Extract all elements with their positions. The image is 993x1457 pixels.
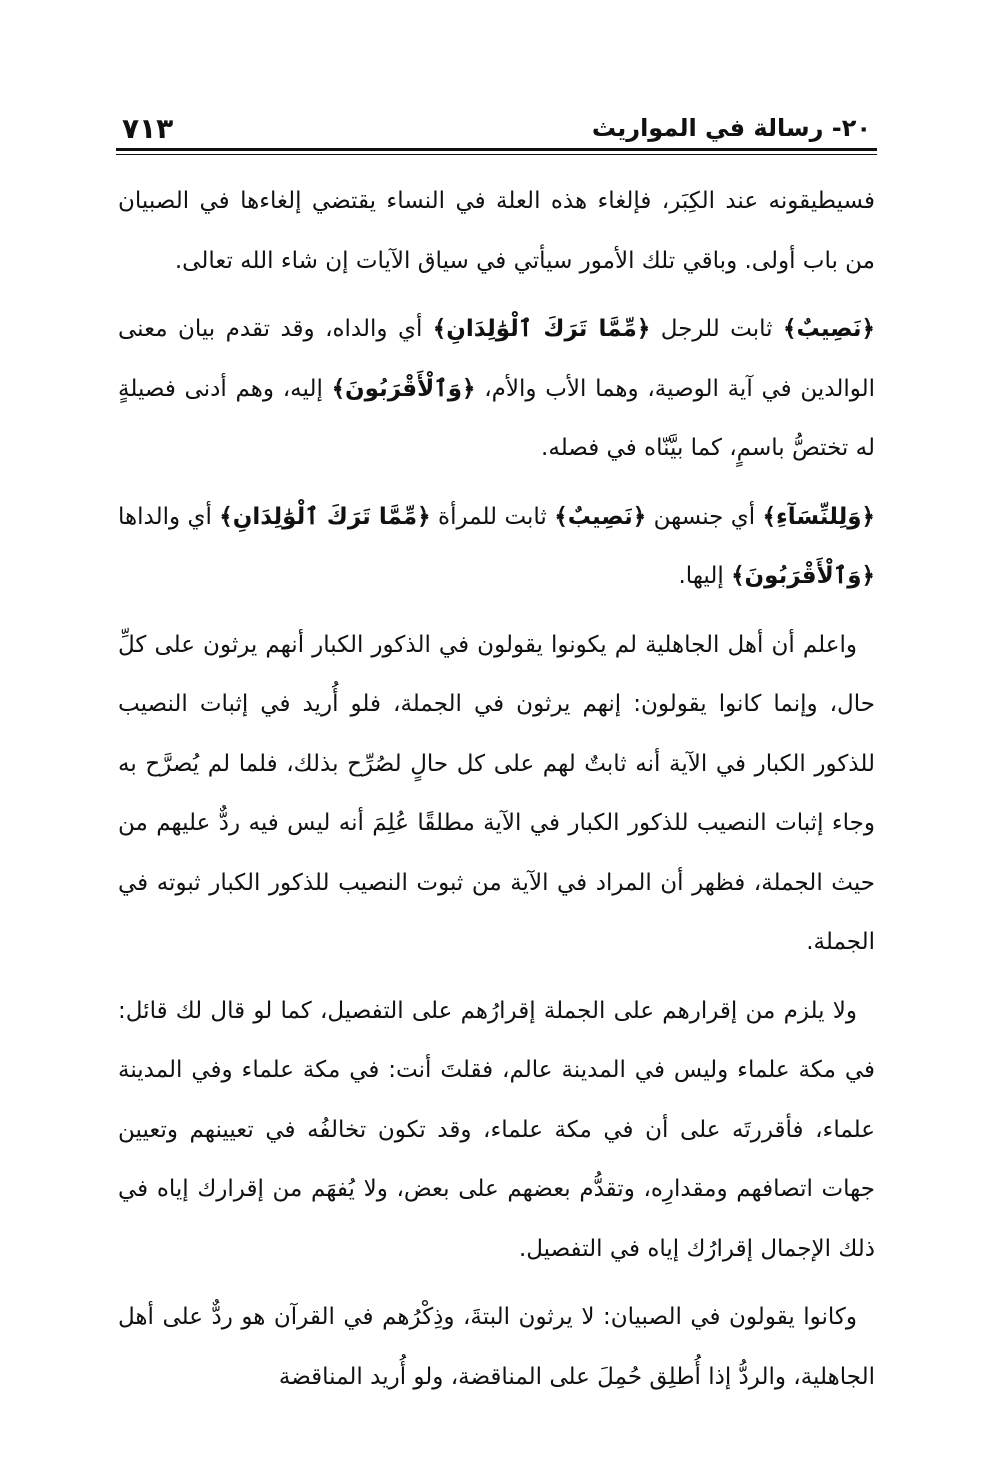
paragraph (118, 1288, 875, 1407)
text-segment: واعلم أن أهل الجاهلية لم يكونوا يقولون في الذكور الكبار أنهم يرثون على كلِّ حال، وإنما كانوا يقولون: إنهم يرثون في الجملة، فلو أُريد في إثبات النصيب للذكور الكبار في الآية أنه ثابتٌ لهم على كل حالٍ لصُرِّح بذلك، فلما لم يُصرَّح به وجاء إثبات النصيب للذكور الكبار في الآية مطلقًا عُلِمَ أنه ليس فيه ردٌّ عليهم من حيث الجملة، فظهر أن المراد في الآية من ثبوت النصيب للذكور الكبار ثبوته في الجملة. (118, 631, 875, 955)
text-segment: ثابت للرجل (650, 316, 784, 342)
text-segment: وكانوا يقولون في الصبيان: لا يرثون البتةَ، وذِكْرُهم في القرآن هو ردٌّ على أهل الجاهلية، والردُّ إذا أُطلِق حُمِلَ على المناقضة، ولو أُريد المناقضة (118, 1304, 875, 1390)
quran-quote: ﴿وَٱلْأَقْرَبُونَ﴾ (731, 563, 875, 589)
header-title: ٢٠- رسالة في المواريث (591, 114, 871, 142)
page-number: ٧١٣ (122, 112, 174, 145)
paragraph (118, 982, 875, 1280)
text-segment: أي جنسهن (646, 503, 763, 530)
body-text (118, 172, 875, 1416)
header-rule-thick (116, 148, 877, 151)
header-rule-thin (116, 154, 877, 155)
quran-quote: ﴿وَلِلنِّسَآءِ﴾ (762, 503, 875, 530)
text-segment: ولا يلزم من إقرارهم على الجملة إقرارُهم على التفصيل، كما لو قال لك قائل: في مكة علماء وليس في المدينة عالم، فقلتَ أنت: في مكة علماء وفي المدينة علماء، فأقررتَه على أن في مكة علماء، وقد تكون تخالفُه في تعيينهم وتعيين جهات اتصافهم ومقدارِه، وتقدُّم بعضهم على بعض، ولا يُفهَم من إقرارك إياه في ذلك الإجمال إقرارُك إياه في التفصيل. (118, 997, 875, 1262)
paragraph (118, 616, 875, 973)
quran-quote: ﴿نَصِيبٌ﴾ (554, 503, 647, 530)
running-header (122, 112, 871, 152)
quran-quote: ﴿مِّمَّا تَرَكَ ٱلْوَٰلِدَانِ﴾ (432, 316, 651, 342)
quran-quote: ﴿نَصِيبٌ﴾ (783, 316, 876, 342)
paragraph (118, 300, 875, 479)
quran-quote: ﴿وَٱلْأَقْرَبُونَ﴾ (331, 375, 476, 402)
text-segment: ثابت للمرأة (430, 503, 555, 530)
text-segment: إليه، وهم أدنى فصيلةٍ له تختصُّ باسمٍ، كما بيَّنّاه في فصله. (118, 375, 875, 461)
quran-quote: ﴿مِّمَّا تَرَكَ ٱلْوَٰلِدَانِ﴾ (219, 503, 431, 530)
text-segment: أي والداها (118, 503, 220, 530)
paragraph (118, 172, 875, 291)
text-segment: إليها. (678, 563, 732, 589)
text-segment: أي والداه، وقد تقدم بيان معنى الوالدين في آية الوصية، وهما الأب والأم، (118, 316, 876, 402)
text-segment: فسيطيقونه عند الكِبَر، فإلغاء هذه العلة في النساء يقتضي إلغاءها في الصبيان من باب أولى. وباقي تلك الأمور سيأتي في سياق الآيات إن شاء الله تعالى. (118, 188, 875, 274)
paragraph (118, 488, 875, 607)
